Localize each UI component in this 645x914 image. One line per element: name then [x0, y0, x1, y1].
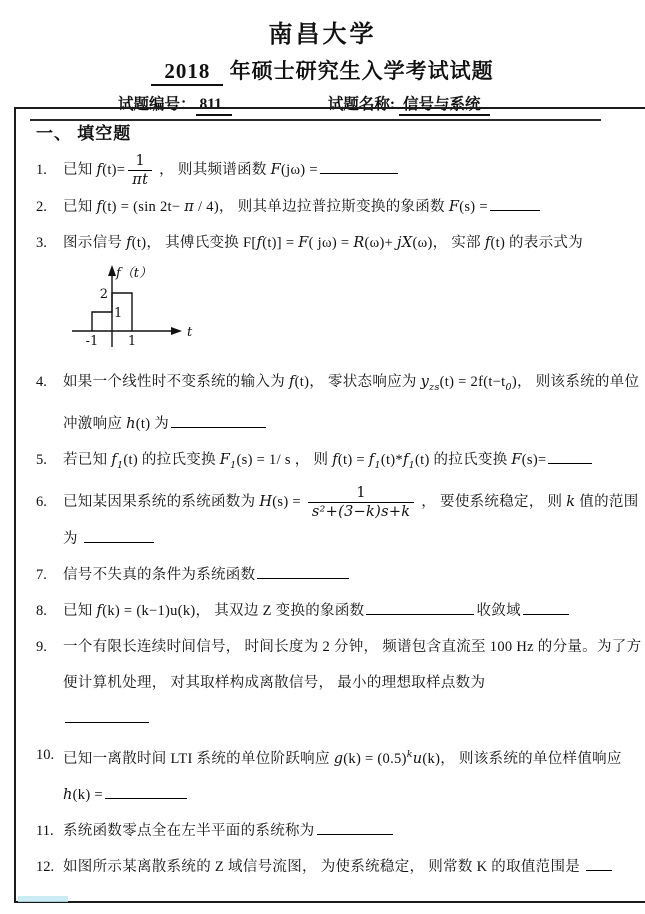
text-run: F: [270, 162, 281, 178]
question-number: 4.: [36, 374, 47, 391]
text-run: k: [406, 749, 413, 761]
question-text: [63, 484, 645, 557]
y-tick-2: 2: [99, 287, 108, 303]
text-run: f: [96, 162, 103, 178]
text-run: 如图所示某离散系统的 Z 域信号流图， 为使系统稳定， 则常数 K 的取值范围是: [63, 859, 585, 876]
text-run: R: [353, 235, 365, 252]
text-run: 信号不失真的条件为系统函数: [63, 567, 256, 584]
text-run: 若已知: [63, 452, 112, 469]
question-text: [63, 152, 645, 189]
x-tick-1: 1: [127, 334, 137, 350]
text-run: 1: [117, 460, 124, 472]
text-run: (s) =: [272, 494, 305, 511]
text-run: 图示信号: [63, 235, 127, 252]
question-number: 1.: [36, 162, 47, 178]
text-run: (t)， 零状态响应为: [294, 374, 421, 391]
answer-blank: [320, 159, 398, 174]
question-area: [14, 107, 645, 903]
text-run: (t)， 其傅氏变换 F[: [131, 235, 257, 252]
answer-blank: [65, 708, 149, 723]
y-axis-arrow-icon: [108, 265, 116, 276]
question-number: 11.: [36, 823, 54, 840]
text-run: (t)] =: [262, 235, 299, 252]
exam-number-label: 试题编号：: [118, 96, 196, 113]
answer-blank: [366, 600, 474, 615]
text-run: ， 则其频谱函数: [155, 162, 271, 178]
text-run: F: [298, 235, 309, 252]
text-run: g: [333, 751, 344, 768]
x-tick-neg1: -1: [85, 334, 99, 350]
text-run: $\frac{1}{\pi t}$: [128, 152, 152, 189]
question-item: [36, 364, 645, 442]
text-run: (k) =: [72, 787, 103, 804]
text-run: 系统函数零点全在左半平面的系统称为: [63, 823, 315, 840]
text-run: (k) = (0.5): [343, 751, 407, 768]
text-run: f: [96, 603, 103, 620]
text-run: 已知: [63, 162, 97, 178]
text-run: h: [126, 416, 136, 433]
text-run: $\frac{1}{\text{s²+(3−k)s+k}}$: [308, 484, 415, 521]
question-item: [36, 189, 645, 225]
question-number: 10.: [36, 747, 55, 764]
question-text: [63, 629, 645, 737]
text-run: (ω)， 实部: [412, 235, 485, 252]
answer-blank: [523, 600, 569, 615]
text-run: (ω)+: [364, 235, 398, 252]
exam-year: 2018: [151, 59, 223, 86]
text-run: f: [484, 235, 491, 252]
text-run: zs: [429, 382, 440, 394]
question-item: [36, 737, 645, 813]
signal-figure: [66, 263, 645, 360]
question-text: [63, 364, 645, 442]
question-number: 9.: [36, 639, 47, 656]
university-name: 南昌大学: [268, 22, 377, 48]
text-run: 收敛域: [476, 603, 521, 620]
question-text: [63, 593, 645, 629]
exam-number-value: 811: [196, 96, 232, 116]
text-run: (t) = 2f(t−t: [439, 374, 506, 391]
text-run: f: [288, 374, 295, 391]
text-run: 已知一离散时间 LTI 系统的单位阶跃响应: [63, 751, 334, 768]
answer-blank: [490, 196, 540, 211]
question-item: [36, 152, 645, 189]
question-item: [36, 225, 645, 261]
exam-title-rest: 年硕士研究生入学考试试题: [223, 59, 494, 83]
y-axis-label: f（t）: [116, 266, 153, 282]
answer-blank: [105, 784, 187, 799]
text-run: (s) =: [459, 199, 488, 216]
text-run: 如果一个线性时不变系统的输入为: [63, 374, 289, 391]
text-run: (jω) =: [281, 162, 318, 178]
text-run: F: [448, 199, 460, 216]
text-run: f: [402, 452, 409, 469]
step-signal-plot: [66, 263, 198, 355]
answer-blank: [586, 856, 612, 871]
text-run: (k) = (k−1)u(k)， 其双边 Z 变换的象函数: [102, 603, 365, 620]
question-item: [36, 557, 645, 593]
text-run: h: [63, 787, 73, 804]
text-run: (s) = 1/ s ， 则: [236, 452, 333, 469]
text-run: 已知: [63, 199, 97, 216]
question-number: 12.: [36, 859, 55, 876]
text-run: H: [259, 494, 273, 511]
question-text: [63, 442, 645, 484]
exam-name-label: 试题名称:: [327, 96, 399, 113]
text-run: 已知某因果系统的系统函数为: [63, 494, 260, 511]
text-run: (t) 的拉氏变换: [123, 452, 220, 469]
text-run: jX: [397, 235, 413, 252]
question-number: 3.: [36, 235, 47, 252]
text-run: f: [96, 199, 103, 216]
text-run: 1: [408, 460, 415, 472]
answer-blank: [548, 449, 592, 464]
question-text: [63, 557, 645, 593]
y-tick-1: 1: [114, 306, 123, 322]
question-item: [36, 813, 645, 849]
text-run: f: [332, 452, 338, 469]
text-run: f: [256, 235, 263, 252]
text-run: f: [126, 235, 132, 252]
text-run: (t) 的拉氏变换: [414, 452, 512, 469]
question-number: 6.: [36, 494, 47, 511]
text-run: F: [511, 452, 522, 469]
question-number: 5.: [36, 452, 47, 469]
text-run: y: [420, 374, 430, 391]
questions-part-b: [36, 364, 645, 885]
question-item: [36, 629, 645, 737]
exam-title: [0, 55, 645, 86]
x-axis-arrow-icon: [171, 327, 182, 335]
text-run: F: [219, 452, 231, 469]
text-run: 值的范围为: [63, 494, 639, 548]
question-item: [36, 442, 645, 484]
question-text: [63, 813, 645, 849]
answer-blank: [317, 820, 393, 835]
question-number: 2.: [36, 199, 47, 216]
text-run: k: [566, 494, 576, 511]
question-item: [36, 484, 645, 557]
answer-blank: [84, 528, 154, 543]
questions-part-a: [36, 152, 645, 261]
text-run: 1: [374, 460, 381, 472]
answer-blank: [171, 413, 266, 428]
question-text: [63, 189, 645, 225]
text-run: π: [184, 199, 195, 216]
text-run: (t) 为: [135, 416, 170, 433]
question-text: [63, 225, 645, 261]
question-text: [63, 849, 645, 885]
text-run: (t) 的表示式为: [490, 235, 584, 252]
answer-blank: [257, 564, 349, 579]
text-run: (t)*: [380, 452, 403, 469]
question-item: [36, 849, 645, 885]
text-run: )， 则该系统的单位冲激响应: [63, 374, 640, 433]
text-run: 已知: [63, 603, 97, 620]
text-run: (t)=: [102, 162, 126, 178]
section-heading: 一、 填空题: [36, 124, 132, 143]
question-number: 8.: [36, 603, 47, 620]
text-run: 0: [505, 382, 512, 394]
text-run: ( jω) =: [308, 235, 354, 252]
question-text: [63, 737, 645, 813]
question-number: 7.: [36, 567, 47, 584]
text-run: f: [111, 452, 117, 469]
text-run: 1: [230, 460, 237, 472]
text-run: (t) =: [337, 452, 369, 469]
scan-artifact: [18, 896, 68, 902]
question-item: [36, 593, 645, 629]
text-run: (k)， 则该系统的单位样值响应: [422, 751, 622, 768]
text-run: (s)=: [521, 452, 547, 469]
text-run: u: [412, 751, 423, 768]
text-run: f: [368, 452, 375, 469]
text-run: ， 要使系统稳定， 则: [417, 494, 567, 511]
x-axis-label: t: [187, 325, 193, 341]
paper-header: [0, 0, 645, 121]
text-run: (t) = (sin 2t−: [102, 199, 185, 216]
text-run: / 4)， 则其单边拉普拉斯变换的象函数: [194, 199, 449, 216]
exam-name-value: 信号与系统: [399, 92, 491, 116]
text-run: 一个有限长连续时间信号， 时间长度为 2 分钟， 频谱包含直流至 100 Hz 的分量。为了方便计算机处理， 对其取样构成离散信号， 最小的理想取样点数为: [63, 639, 642, 692]
